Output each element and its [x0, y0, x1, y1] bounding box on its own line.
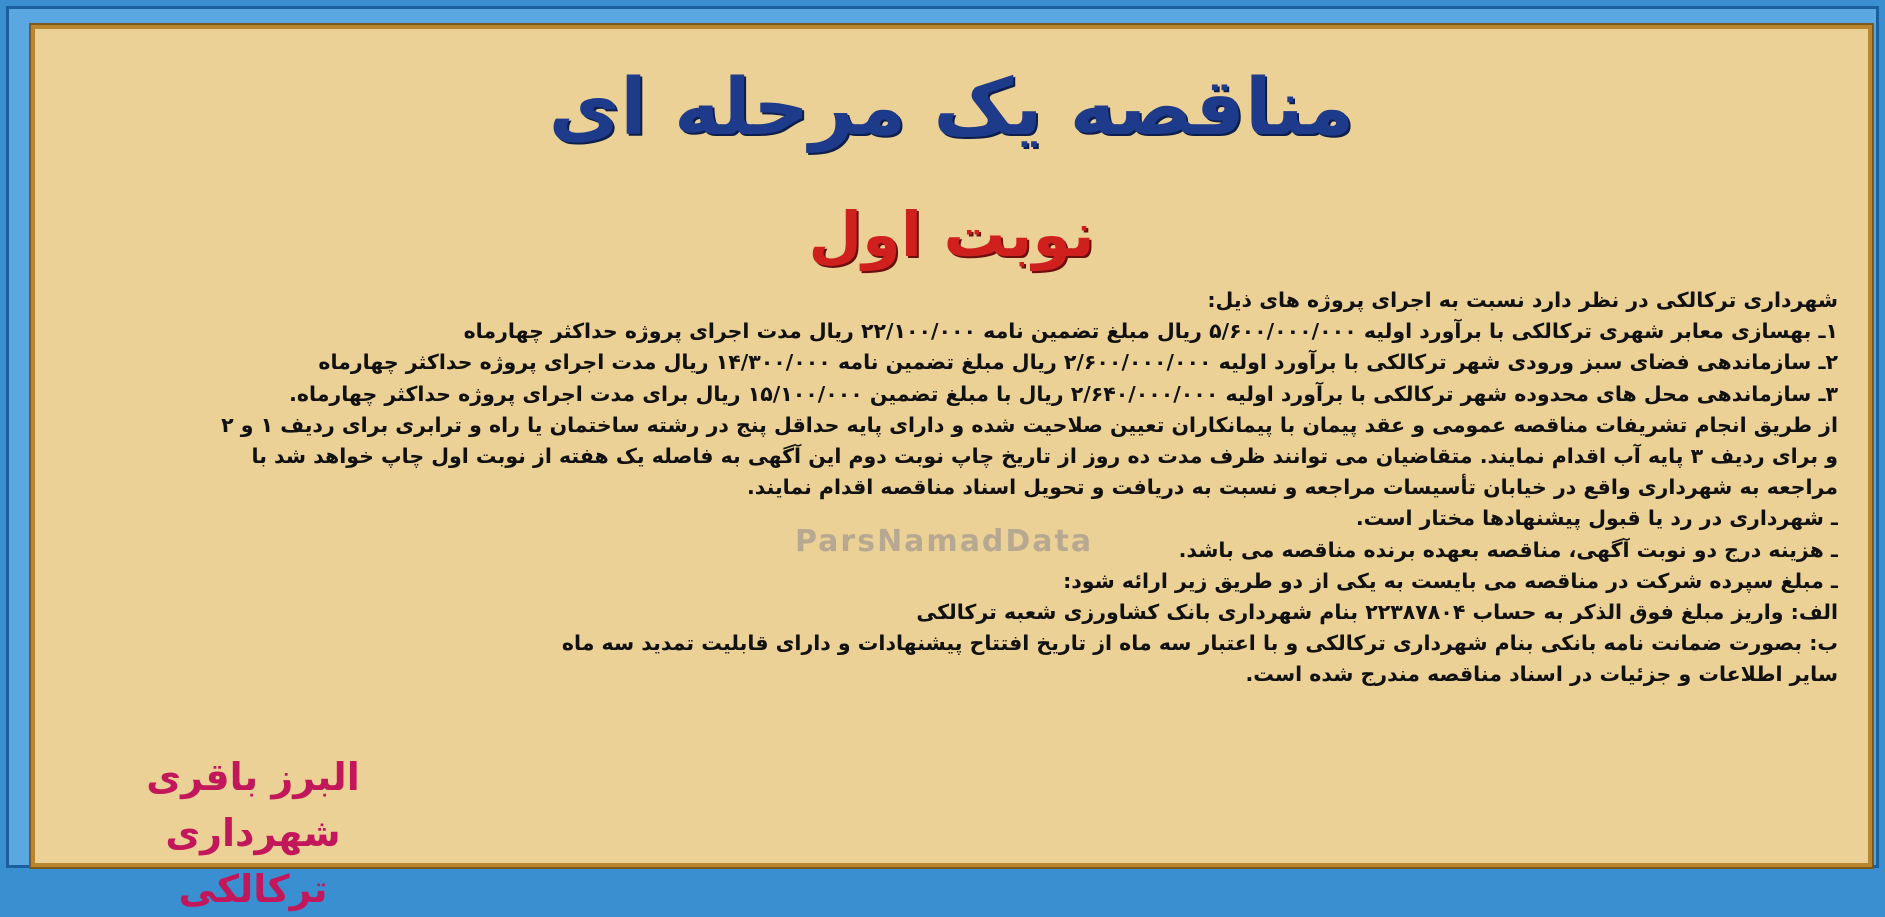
body-line-project-2: ۲ـ سازماندهی فضای سبز ورودی شهر ترکالکی با برآورد اولیه ۲/۶۰۰/۰۰۰/۰۰۰ ریال مبلغ تضمین نامه ۱۴/۳۰۰/۰۰۰ ریال مدت اجرای پروژه حداکثر چهارماه: [318, 350, 1838, 375]
body-line-procedure-1: از طریق انجام تشریفات مناقصه عمومی و عقد پیمان با پیمانکاران تعیین صلاحیت شده و دارای پایه حداقل پنج در رشته ساختمان یا راه و ترابری برای ردیف ۱ و ۲: [221, 412, 1838, 437]
signature-name: البرز باقری: [146, 755, 360, 799]
body-line-other-info: سایر اطلاعات و جزئیات در اسناد مناقصه مندرج شده است.: [1245, 662, 1838, 687]
watermark-logo: ParsNamadData: [795, 524, 1094, 559]
signature-block: [93, 749, 413, 917]
signature-org: شهرداری ترکالکی: [165, 811, 341, 911]
body-line-project-3: ۳ـ سازماندهی محل های محدوده شهر ترکالکی با برآورد اولیه ۲/۶۴۰/۰۰۰/۰۰۰ ریال با مبلغ تضمین ۱۵/۱۰۰/۰۰۰ ریال برای مدت اجرای پروژه حداکثر چهارماه.: [289, 381, 1838, 406]
notice-subtitle: نوبت اول: [808, 198, 1095, 271]
body-line-project-1: ۱ـ بهسازی معابر شهری ترکالکی با برآورد اولیه ۵/۶۰۰/۰۰۰/۰۰۰ ریال مبلغ تضمین نامه ۲۲/۱۰۰/۰۰۰ ریال مدت اجرای پروژه حداکثر چهارماه: [463, 319, 1838, 344]
body-line-ad-cost: ـ هزینه درج دو نوبت آگهی، مناقصه بعهده برنده مناقصه می باشد.: [1178, 537, 1838, 562]
page-frame: [6, 6, 1879, 911]
notice-body: [58, 285, 1838, 690]
body-line-intro: شهرداری ترکالکی در نظر دارد نسبت به اجرای پروژه های ذیل:: [1207, 288, 1838, 312]
body-line-procedure-2: و برای ردیف ۳ پایه آب اقدام نمایند. متقاضیان می توانند ظرف مدت ده روز از تاریخ چاپ نوبت دوم این آگهی به فاصله یک هفته از نوبت اول چاپ خواهد شد با: [251, 443, 1838, 468]
body-line-procedure-3: مراجعه به شهرداری واقع در خیابان تأسیسات مراجعه و نسبت به دریافت و تحویل اسناد مناقصه اقدام نمایند.: [746, 475, 1838, 500]
body-line-deposit-a: الف: واریز مبلغ فوق الذکر به حساب ۲۲۳۸۷۸۰۴ بنام شهرداری بانک کشاورزی شعبه ترکالکی: [916, 599, 1838, 624]
body-line-deposit: ـ مبلغ سپرده شرکت در مناقصه می بایست به یکی از دو طریق زیر ارائه شود:: [1063, 568, 1838, 593]
body-line-deposit-b: ب: بصورت ضمانت نامه بانکی بنام شهرداری ترکالکی و با اعتبار سه ماه از تاریخ افتتاح پیشنهادات و دارای قابلیت تمدید سه ماه: [561, 631, 1838, 656]
notice-title: مناقصه یک مرحله ای: [548, 63, 1355, 153]
notice-paper: [31, 25, 1872, 911]
body-line-rights: ـ شهرداری در رد یا قبول پیشنهادها مختار است.: [1355, 506, 1838, 531]
